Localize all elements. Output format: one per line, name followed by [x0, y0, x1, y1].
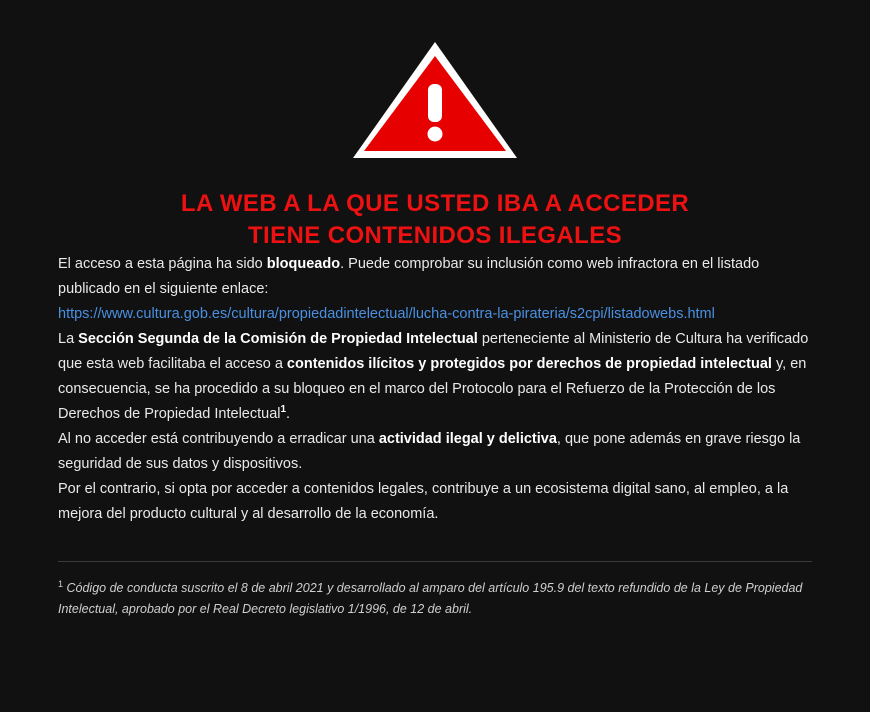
footnote-marker: 1 [58, 578, 64, 589]
headline-line-2: TIENE CONTENIDOS ILEGALES [247, 222, 623, 249]
p2-text-4: . [286, 406, 291, 422]
footnote-marker-inline: 1 [280, 404, 287, 416]
page-title [85, 188, 785, 252]
p2-text-2: perteneciente al Ministerio de Cultura ha verificado que esta web facilitaba el acceso a [58, 331, 809, 372]
warning-icon-container [0, 0, 870, 164]
p3-bold-actividad: actividad ilegal y delictiva [378, 431, 557, 447]
p2-text-3: y, en consecuencia, se ha procedido a su bloqueo en el marco del Protocolo para el Refuerzo de la Protección de los Derechos de Propiedad Intelectual [58, 356, 807, 422]
paragraph-contenidos-legales [58, 477, 812, 527]
p3-text-2: , que pone además en grave riesgo la seguridad de sus datos y dispositivos. [58, 431, 801, 472]
paragraph-comision [58, 327, 812, 427]
p2-text-1: La [58, 331, 79, 347]
paragraph-access-blocked [58, 252, 812, 327]
listado-webs-link[interactable]: https://www.cultura.gob.es/cultura/propiedadintelectual/lucha-contra-la-pirateria/s2cpi/listadowebs.html [58, 306, 715, 322]
footnote-text: Código de conducta suscrito el 8 de abril 2021 y desarrollado al amparo del artículo 195.9 del texto refundido de la Ley de Propiedad Intelectual, aprobado por el Real Decreto legislativo 1/1996, de 12 de abril. [58, 581, 803, 616]
p1-text-2: . Puede comprobar su inclusión como web infractora en el listado publicado en el siguiente enlace: [58, 256, 760, 297]
p2-bold-comision: Sección Segunda de la Comisión de Propiedad Intelectual [78, 331, 478, 347]
footnote-divider [58, 561, 812, 562]
p4-text: Por el contrario, si opta por acceder a contenidos legales, contribuye a un ecosistema digital sano, al empleo, a la mejora del producto cultural y al desarrollo de la economía. [58, 481, 789, 522]
p1-text-1: El acceso a esta página ha sido [58, 256, 267, 272]
content-body [0, 252, 870, 527]
warning-triangle-icon [349, 36, 521, 164]
p2-bold-contenidos: contenidos ilícitos y protegidos por derechos de propiedad intelectual [286, 356, 772, 372]
paragraph-actividad-ilegal [58, 427, 812, 477]
footnote [0, 578, 870, 620]
headline-line-1: LA WEB A LA QUE USTED IBA A ACCEDER [180, 190, 690, 217]
p3-text-1: Al no acceder está contribuyendo a erradicar una [58, 431, 379, 447]
p1-bold-blocked: bloqueado [266, 256, 341, 272]
